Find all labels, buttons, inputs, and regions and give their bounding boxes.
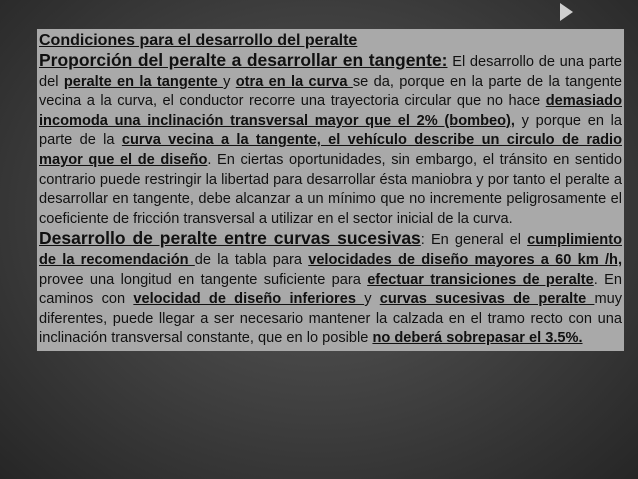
paragraph-successive-curves <box>39 229 622 349</box>
emphasis-run: velocidades de diseño mayores a 60 km /h, <box>308 251 622 268</box>
lead-heading-tangent: Proporción del peralte a desarrollar en tangente: <box>39 50 448 70</box>
emphasis-run: otra en la curva <box>235 73 353 90</box>
emphasis-run: demasiado incomoda una inclinación transversal mayor que el 2% (bombeo), <box>39 93 622 129</box>
emphasis-run: velocidad de diseño inferiores <box>133 291 365 308</box>
lead-heading-successive: Desarrollo de peralte entre curvas sucesivas <box>39 228 421 249</box>
text-run: El desarrollo de una parte del <box>39 54 622 90</box>
emphasis-run: no deberá sobrepasar el 3.5%. <box>372 330 583 347</box>
content-box <box>37 29 624 351</box>
emphasis-run: curvas sucesivas de peralte <box>379 291 595 308</box>
text-run: provee una longitud en tangente suficiente para <box>39 271 368 288</box>
text-run: : En general el <box>420 232 528 249</box>
text-run: de la tabla para <box>194 251 309 268</box>
text-run: . En ciertas oportunidades, sin embargo, el tránsito en sentido contrario puede restringir la libertad para desarrollar ésta maniobra y por tanto el peralte a desarrollar en tangente, debe alcanzar a un mínimo que no incremente peligrosamente el coeficiente de fricción transversal a utilizar en el sector inicial de la curva. <box>39 151 622 227</box>
text-run: y porque en la parte de la <box>39 112 622 149</box>
paragraph-tangent <box>39 51 622 229</box>
emphasis-run: cumplimiento de la recomendación <box>39 232 622 268</box>
emphasis-run: peralte en la tangente <box>63 73 224 90</box>
text-run: se da, porque en la parte de la tangente vecina a la curva, el conductor recorre una trayectoria circular que no hace <box>39 73 623 110</box>
text-run: y <box>223 73 236 90</box>
text-run: . En caminos con <box>39 271 622 308</box>
text-run: muy diferentes, puede llegar a ser necesario mantener la calzada en el tramo recto con una inclinación transversal constante, que en lo posible <box>39 291 623 347</box>
emphasis-run: curva vecina a la tangente, el vehículo describe un circulo de radio mayor que el de diseño <box>39 132 622 168</box>
slide-title: Condiciones para el desarrollo del peralte <box>39 32 358 49</box>
emphasis-run: efectuar transiciones de peralte <box>367 271 594 288</box>
next-arrow-icon[interactable] <box>553 0 579 24</box>
text-run: y <box>364 291 380 308</box>
